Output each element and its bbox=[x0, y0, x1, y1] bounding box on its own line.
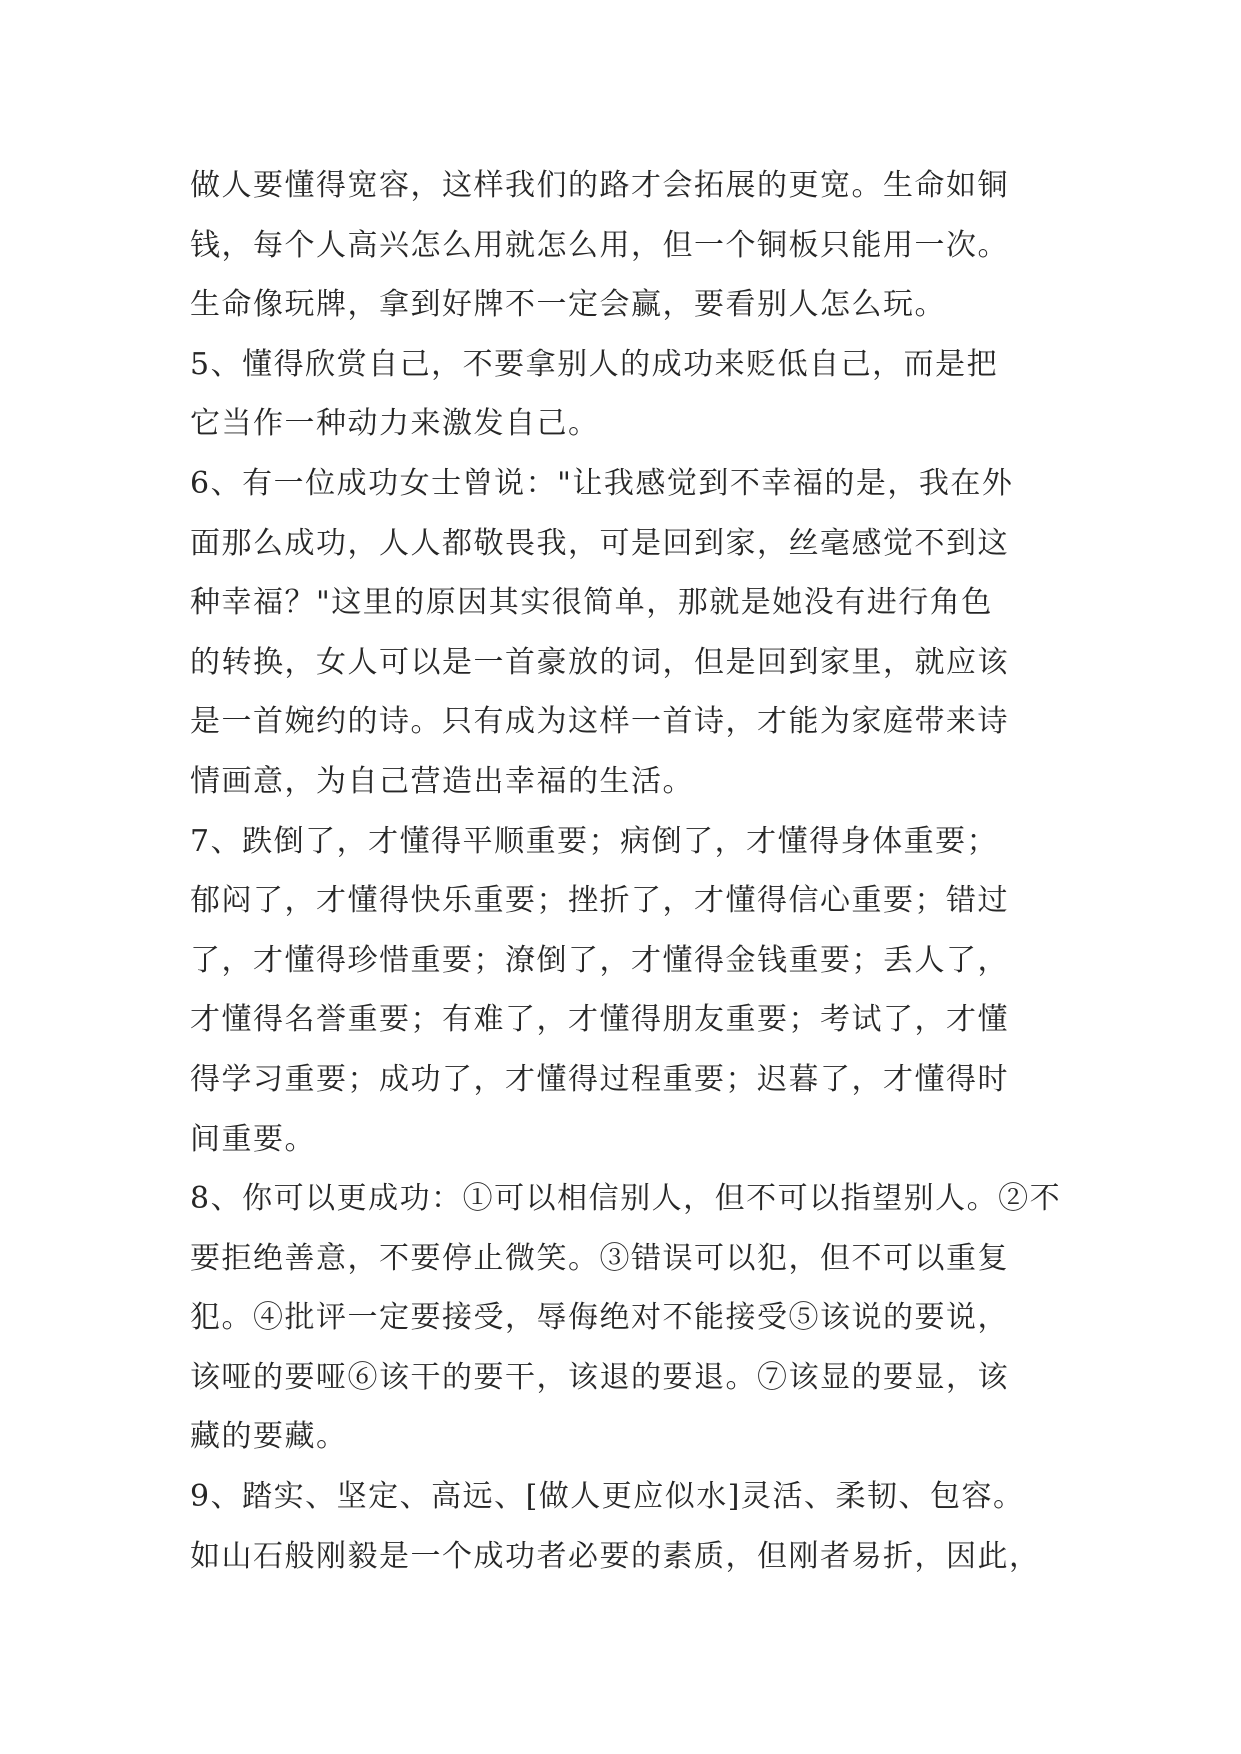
text-line: 做人要懂得宽容，这样我们的路才会拓展的更宽。生命如铜 bbox=[190, 168, 1009, 203]
text-line: 种幸福？"这里的原因其实很简单，那就是她没有进行角色 bbox=[190, 585, 993, 621]
text-line: 钱，每个人高兴怎么用就怎么用，但一个铜板只能用一次。 bbox=[190, 227, 1009, 263]
text-line: 该哑的要哑⑥该干的要干，该退的要退。⑦该显的要显，该 bbox=[190, 1359, 1009, 1395]
text-line: 得学习重要；成功了，才懂得过程重要；迟暮了，才懂得时 bbox=[190, 1061, 1009, 1097]
text-line: 的转换，女人可以是一首豪放的词，但是回到家里，就应该 bbox=[190, 644, 1009, 680]
text-line: 情画意，为自己营造出幸福的生活。 bbox=[190, 763, 694, 799]
text-line: 才懂得名誉重要；有难了，才懂得朋友重要；考试了，才懂 bbox=[190, 1002, 1009, 1038]
text-line: 7、跌倒了，才懂得平顺重要；病倒了，才懂得身体重要； bbox=[190, 823, 999, 859]
text-line: 要拒绝善意，不要停止微笑。③错误可以犯，但不可以重复 bbox=[190, 1240, 1009, 1276]
text-line: 面那么成功，人人都敬畏我，可是回到家，丝毫感觉不到这 bbox=[190, 525, 1009, 561]
text-line: 9、踏实、坚定、高远、[做人更应似水]灵活、柔韧、包容。 bbox=[190, 1479, 1025, 1515]
text-line: 如山石般刚毅是一个成功者必要的素质，但刚者易折，因此， bbox=[190, 1538, 1041, 1574]
text-line: 犯。④批评一定要接受，辱侮绝对不能接受⑤该说的要说， bbox=[190, 1300, 1009, 1336]
text-line: 6、有一位成功女士曾说："让我感觉到不幸福的是，我在外 bbox=[190, 465, 1014, 501]
text-line: 生命像玩牌，拿到好牌不一定会赢，要看别人怎么玩。 bbox=[190, 287, 946, 323]
body-text bbox=[190, 156, 1080, 1586]
text-line: 郁闷了，才懂得快乐重要；挫折了，才懂得信心重要；错过 bbox=[190, 883, 1009, 919]
text-line: 是一首婉约的诗。只有成为这样一首诗，才能为家庭带来诗 bbox=[190, 704, 1009, 740]
text-line: 间重要。 bbox=[190, 1121, 316, 1157]
text-line: 8、你可以更成功：①可以相信别人，但不可以指望别人。②不 bbox=[190, 1181, 1062, 1217]
text-line: 5、懂得欣赏自己，不要拿别人的成功来贬低自己，而是把 bbox=[190, 346, 999, 382]
text-line: 了，才懂得珍惜重要；潦倒了，才懂得金钱重要；丢人了， bbox=[190, 942, 1009, 978]
text-line: 它当作一种动力来激发自己。 bbox=[190, 406, 600, 442]
text-line: 藏的要藏。 bbox=[190, 1419, 348, 1455]
